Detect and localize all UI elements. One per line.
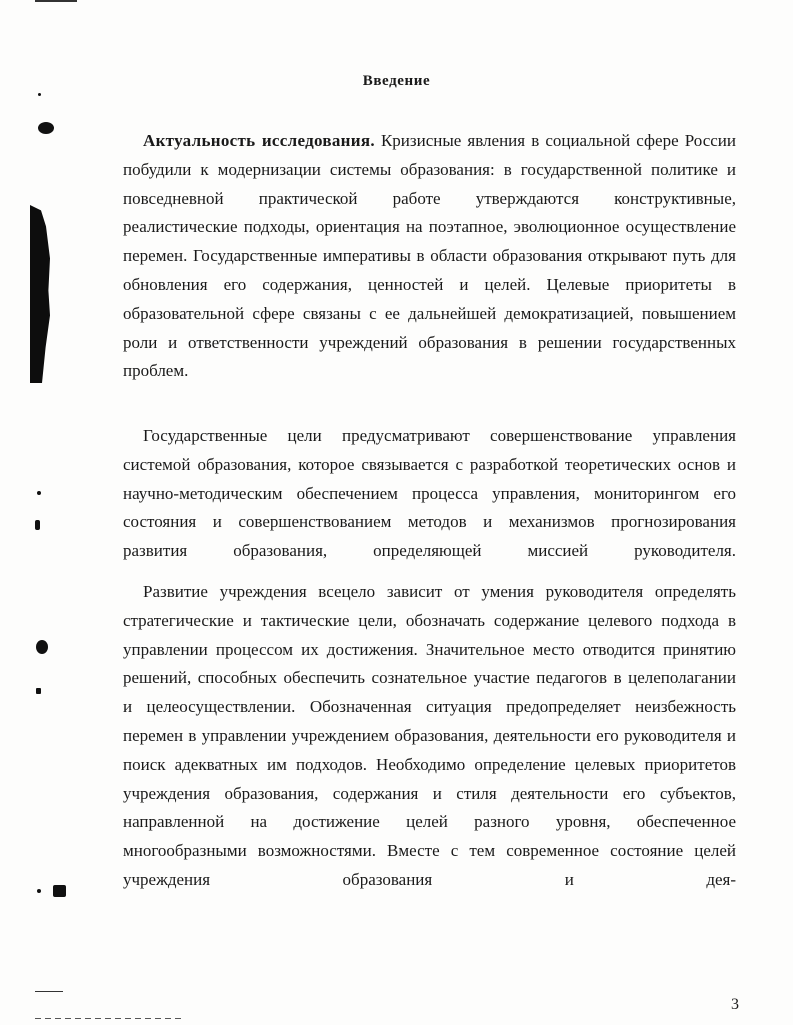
paragraph-1	[123, 127, 736, 415]
scan-artifact-binding-shadow	[30, 205, 50, 383]
scan-artifact-speck	[37, 889, 41, 893]
scan-artifact-speck	[38, 122, 54, 134]
body-text	[123, 127, 736, 895]
scan-artifact-speck	[35, 520, 40, 530]
scan-artifact-speck	[36, 640, 48, 654]
paragraph-3	[123, 578, 736, 895]
scan-artifact-speck	[36, 688, 41, 694]
paragraph-2	[123, 422, 736, 566]
scan-artifact-speck	[53, 885, 66, 897]
scan-artifact-speck	[37, 491, 41, 495]
scan-artifact-bottom-dashes	[35, 1018, 185, 1019]
paragraph-text: Кризисные явления в социальной сфере России побудили к модернизации системы образования: в государственной политике и повседневной практической работе утверждаются конструктивные, реалистические подходы, ориентация на поэтапное, эволюционное осуществление перемен. Государственные императивы в области образования открывают путь для обновления его содержания, ценностей и целей. Целевые приоритеты в образовательной сфере связаны с ее дальнейшей демократизацией, повышением роли и ответственности учреждений образования в решении государственных проблем.	[123, 131, 736, 381]
paragraph-lead: Актуальность исследования.	[143, 131, 375, 150]
scan-artifact-bottom-rule	[35, 991, 63, 992]
page-heading: Введение	[362, 73, 431, 89]
paragraph-text: Государственные цели предусматривают совершенствование управления системой образования, которое связывается с разработкой теоретических основ и научно-методическим обеспечением процесса управления, мониторингом его состояния и совершенствованием методов и механизмов прогнозирования развития образования, определяющей миссией руководителя.	[123, 426, 736, 561]
scan-artifact-speck	[38, 93, 41, 96]
page-number: 3	[731, 996, 739, 1013]
paragraph-text: Развитие учреждения всецело зависит от умения руководителя определять стратегические и тактические цели, обозначать содержание целевого подхода в управлении процессом их достижения. Значительное место отводится принятию решений, способных обеспечить сознательное участие педагогов в целеполагании и целеосуществлении. Обозначенная ситуация предопределяет неизбежность перемен в управлении учреждением образования, деятельности его руководителя и поиск адекватных им подходов. Необходимо определение целевых приоритетов учреждения образования, содержания и стиля деятельности его субъектов, направленной на достижение целей разного уровня, обеспеченное многообразными возможностями. Вместе с тем современное состояние целей учреждения образования и дея-	[123, 582, 736, 889]
scan-artifact-top-rule	[35, 0, 77, 2]
